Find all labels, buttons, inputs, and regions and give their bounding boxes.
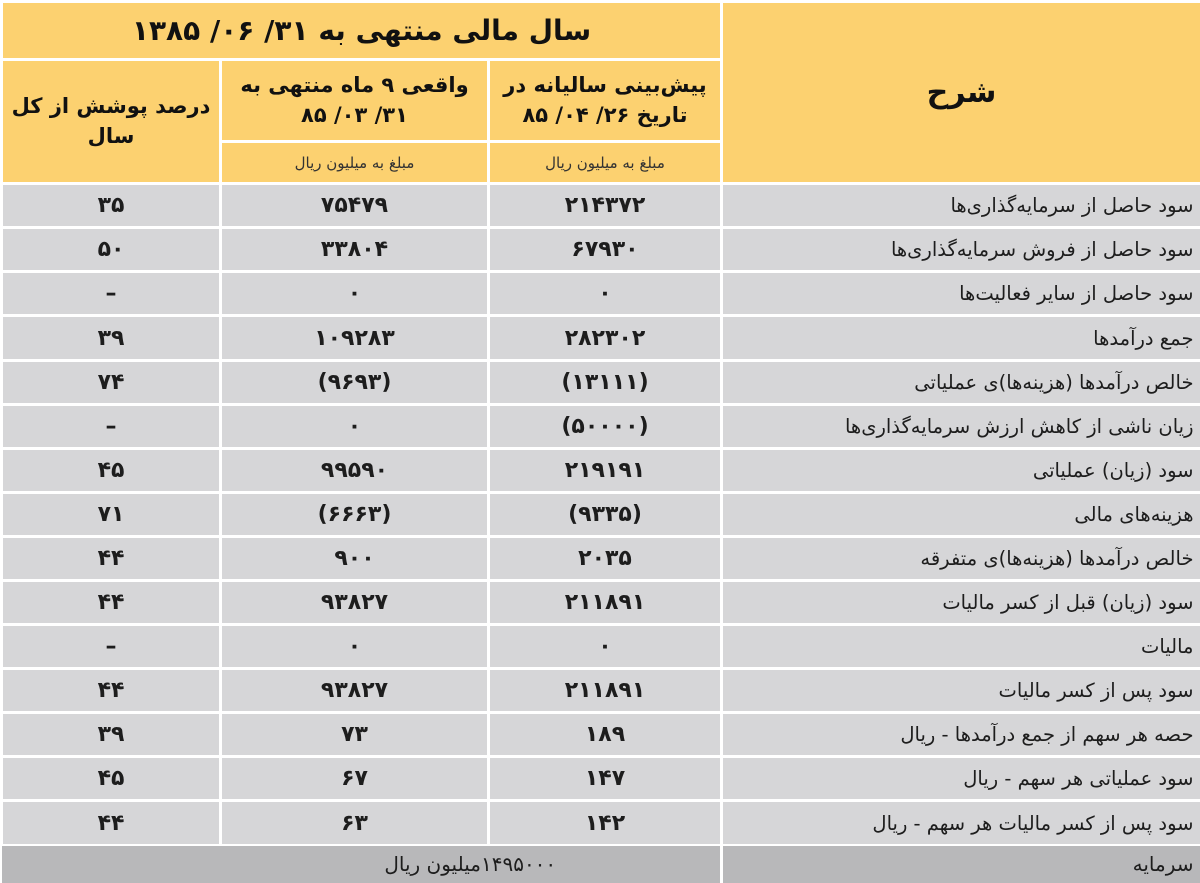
actual-value-cell: ۷۵۴۷۹ (221, 184, 489, 228)
table-row (2, 316, 1200, 360)
fiscal-year-header: سال مالی منتهی به ۳۱/ ۰۶/ ۱۳۸۵ (2, 2, 722, 60)
table-row (2, 404, 1200, 448)
table-row (2, 360, 1200, 404)
forecast-value-cell: (۹۳۳۵) (489, 492, 722, 536)
table-row (2, 624, 1200, 668)
description-cell: سود پس از کسر مالیات هر سهم - ریال (722, 801, 1200, 845)
table-row (2, 536, 1200, 580)
table-row (2, 757, 1200, 801)
table-row (2, 492, 1200, 536)
actual-value-cell: ۹۹۵۹۰ (221, 448, 489, 492)
coverage-cell: ۳۵ (2, 184, 221, 228)
description-column-header: شرح (722, 2, 1200, 184)
description-cell: خالص درآمدها (هزینه‌ها)ی عملیاتی (722, 360, 1200, 404)
capital-value: ۱۴۹۵۰۰۰میلیون ریال (221, 845, 722, 883)
description-cell: جمع درآمدها (722, 316, 1200, 360)
forecast-value-cell: ۱۴۷ (489, 757, 722, 801)
coverage-cell: ۵۰ (2, 228, 221, 272)
table-row (2, 668, 1200, 712)
actual-value-cell: ۰ (221, 624, 489, 668)
table-row (2, 801, 1200, 845)
coverage-cell: ۴۵ (2, 448, 221, 492)
forecast-value-cell: ۱۸۹ (489, 713, 722, 757)
forecast-value-cell: ۲۱۱۸۹۱ (489, 668, 722, 712)
coverage-cell: ۷۴ (2, 360, 221, 404)
table-row (2, 228, 1200, 272)
forecast-value-cell: ۲۱۱۸۹۱ (489, 580, 722, 624)
forecast-value-cell: ۰ (489, 624, 722, 668)
description-cell: زیان ناشی از کاهش ارزش سرمایه‌گذاری‌ها (722, 404, 1200, 448)
forecast-column-header: پیش‌بینی سالیانه در تاریخ ۲۶/ ۰۴/ ۸۵ (489, 60, 722, 142)
description-cell: سود حاصل از سایر فعالیت‌ها (722, 272, 1200, 316)
description-cell: هزینه‌های مالی (722, 492, 1200, 536)
forecast-value-cell: ۶۷۹۳۰ (489, 228, 722, 272)
actual-value-cell: ۰ (221, 272, 489, 316)
description-cell: حصه هر سهم از جمع درآمدها - ریال (722, 713, 1200, 757)
description-cell: سود حاصل از سرمایه‌گذاری‌ها (722, 184, 1200, 228)
description-cell: سود (زیان) عملیاتی (722, 448, 1200, 492)
actual-value-cell: ۰ (221, 404, 489, 448)
coverage-cell: ۳۹ (2, 316, 221, 360)
forecast-value-cell: (۱۳۱۱۱) (489, 360, 722, 404)
forecast-value-cell: ۲۸۲۳۰۲ (489, 316, 722, 360)
forecast-value-cell: ۲۰۳۵ (489, 536, 722, 580)
description-cell: سود عملیاتی هر سهم - ریال (722, 757, 1200, 801)
coverage-cell: – (2, 404, 221, 448)
table-row (2, 272, 1200, 316)
forecast-value-cell: ۱۴۲ (489, 801, 722, 845)
actual-value-cell: ۳۳۸۰۴ (221, 228, 489, 272)
actual-value-cell: ۱۰۹۲۸۳ (221, 316, 489, 360)
capital-empty-cell (2, 845, 221, 883)
description-cell: مالیات (722, 624, 1200, 668)
coverage-cell: ۴۴ (2, 536, 221, 580)
actual-value-cell: ۶۳ (221, 801, 489, 845)
coverage-cell: – (2, 624, 221, 668)
description-cell: سود حاصل از فروش سرمایه‌گذاری‌ها (722, 228, 1200, 272)
forecast-value-cell: ۰ (489, 272, 722, 316)
actual-value-cell: ۹۰۰ (221, 536, 489, 580)
description-cell: خالص درآمدها (هزینه‌ها)ی متفرقه (722, 536, 1200, 580)
coverage-cell: ۷۱ (2, 492, 221, 536)
table-row (2, 448, 1200, 492)
table-row (2, 184, 1200, 228)
table-row (2, 713, 1200, 757)
actual-value-cell: ۹۳۸۲۷ (221, 668, 489, 712)
capital-label: سرمایه (722, 845, 1200, 883)
actual-value-cell: ۶۷ (221, 757, 489, 801)
actual-value-cell: (۶۶۶۳) (221, 492, 489, 536)
actual-column-header: واقعی ۹ ماه منتهی به ۳۱/ ۰۳/ ۸۵ (221, 60, 489, 142)
coverage-cell: ۴۴ (2, 580, 221, 624)
coverage-cell: – (2, 272, 221, 316)
coverage-cell: ۴۴ (2, 668, 221, 712)
forecast-value-cell: ۲۱۴۳۷۲ (489, 184, 722, 228)
forecast-unit-label: مبلغ به میلیون ریال (489, 142, 722, 184)
coverage-cell: ۳۹ (2, 713, 221, 757)
actual-value-cell: (۹۶۹۳) (221, 360, 489, 404)
coverage-cell: ۴۴ (2, 801, 221, 845)
actual-unit-label: مبلغ به میلیون ریال (221, 142, 489, 184)
coverage-column-header: درصد پوشش از کل سال (2, 60, 221, 184)
forecast-value-cell: (۵۰۰۰۰) (489, 404, 722, 448)
table-row (2, 580, 1200, 624)
description-cell: سود پس از کسر مالیات (722, 668, 1200, 712)
actual-value-cell: ۷۳ (221, 713, 489, 757)
forecast-value-cell: ۲۱۹۱۹۱ (489, 448, 722, 492)
actual-value-cell: ۹۳۸۲۷ (221, 580, 489, 624)
coverage-cell: ۴۵ (2, 757, 221, 801)
description-cell: سود (زیان) قبل از کسر مالیات (722, 580, 1200, 624)
